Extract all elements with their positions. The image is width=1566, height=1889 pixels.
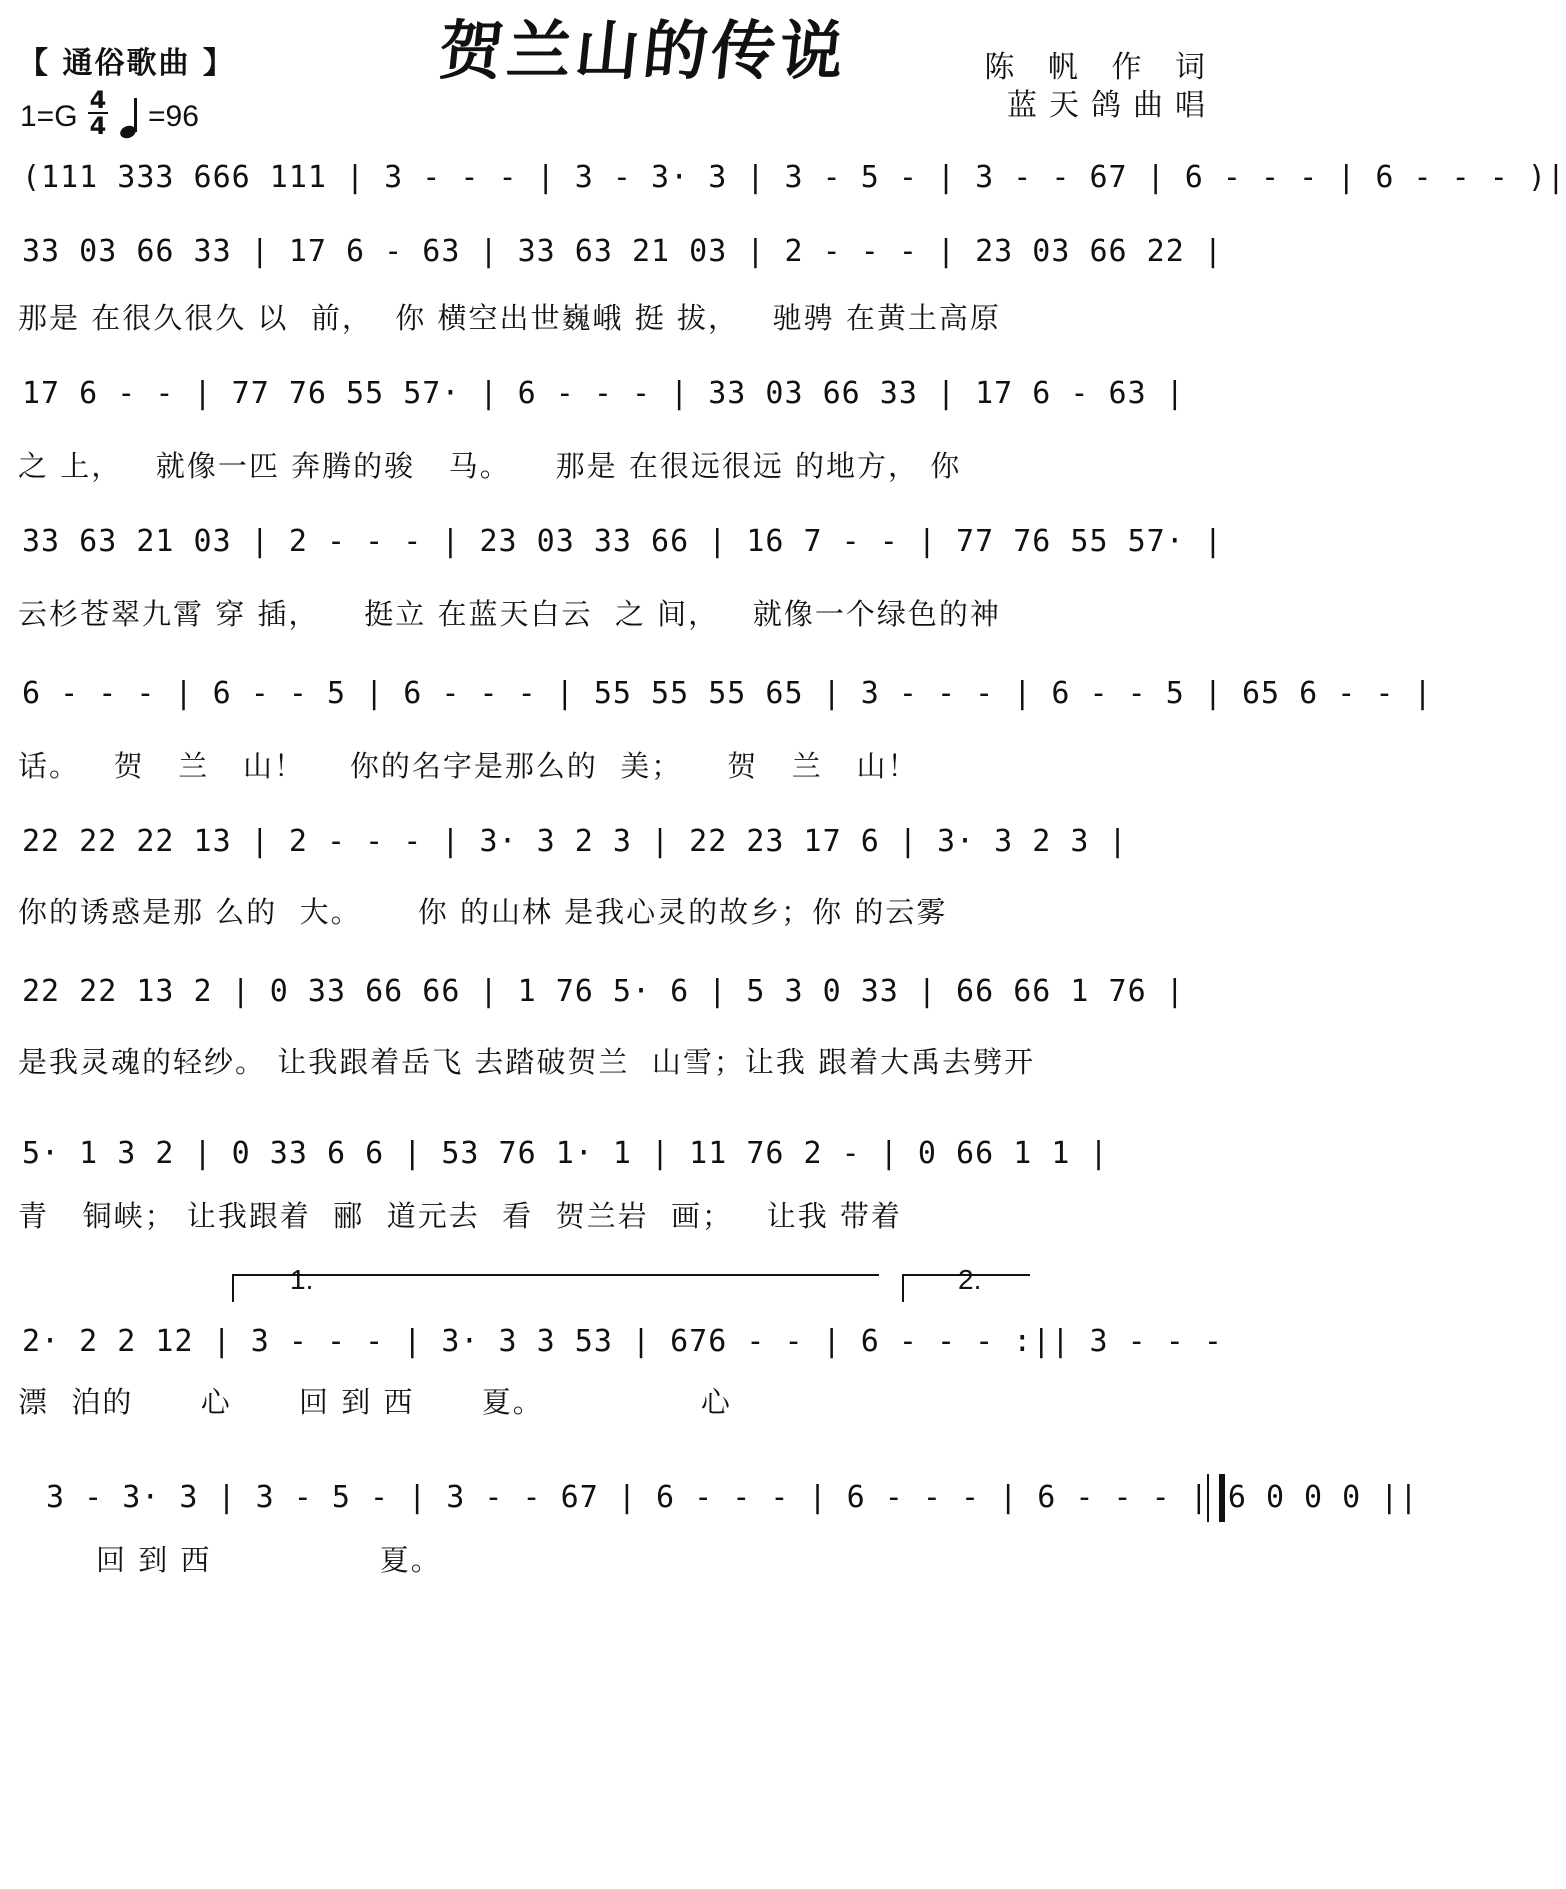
second-ending-label: 2. — [958, 1264, 982, 1295]
lyric-line-8: 漂 泊的 心 回 到 西 夏。 心 — [18, 1385, 732, 1419]
tempo-value: =96 — [148, 100, 199, 133]
staff-line-3 — [22, 364, 1227, 424]
first-ending-label: 1. — [290, 1264, 314, 1295]
lyric-line-3: 云杉苍翠九霄 穿 插， 挺立 在蓝天白云 之 间， 就像一个绿色的神 — [18, 597, 1001, 631]
key-signature: 1=G — [20, 100, 78, 133]
staff-notes: (111 333 666 111 | 3 - - - | 3 - 3· 3 | 3 - 5 - | 3 - - 67 | 6 - - - | 6 - - - )| — [22, 160, 1566, 195]
lyric-line-9: 回 到 西 夏。 — [96, 1543, 442, 1577]
lyric-line-4: 话。 贺 兰 山！ 你的名字是那么的 美； 贺 兰 山！ — [18, 749, 919, 783]
final-barline — [1207, 1474, 1225, 1522]
staff-notes: 22 22 13 2 | 0 33 66 66 | 1 76 5· 6 | 5 3 0 33 | 66 66 1 76 | — [22, 974, 1185, 1009]
staff-notes: 33 63 21 03 | 2 - - - | 23 03 33 66 | 16 7 - - | 77 76 55 57· | — [22, 524, 1223, 559]
staff-line-8 — [22, 1124, 1227, 1184]
staff-line-2 — [22, 222, 1227, 282]
staff-line-1 — [22, 148, 1566, 208]
time-signature: 4 4 — [89, 86, 107, 140]
lyric-line-1: 那是 在很久很久 以 前， 你 横空出世巍峨 挺 拔， 驰骋 在黄土高原 — [18, 301, 1001, 335]
staff-notes: 3 - 3· 3 | 3 - 5 - | 3 - - 67 | 6 - - - | 6 - - - | 6 - - - | 6 0 0 0 || — [46, 1480, 1419, 1515]
first-ending-bracket — [232, 1274, 879, 1302]
staff-line-4 — [22, 512, 1227, 572]
quarter-note-icon — [120, 96, 142, 140]
lyricist-credit: 陈 帆 作 词 — [984, 50, 1217, 85]
staff-notes: 22 22 22 13 | 2 - - - | 3· 3 2 3 | 22 23 17 6 | 3· 3 2 3 | — [22, 824, 1128, 859]
staff-notes: 17 6 - - | 77 76 55 57· | 6 - - - | 33 03 66 33 | 17 6 - 63 | — [22, 376, 1185, 411]
staff-line-6 — [22, 812, 1227, 872]
staff-line-7 — [22, 962, 1227, 1022]
staff-notes: 2· 2 2 12 | 3 - - - | 3· 3 3 53 | 676 - - | 6 - - - :|| 3 - - - — [22, 1324, 1223, 1359]
staff-line-5 — [22, 664, 1433, 724]
lyric-line-6: 是我灵魂的轻纱。 让我跟着岳飞 去踏破贺兰 山雪；让我 跟着大禹去劈开 — [18, 1045, 1036, 1079]
staff-notes: 5· 1 3 2 | 0 33 6 6 | 53 76 1· 1 | 11 76 2 - | 0 66 1 1 | — [22, 1136, 1109, 1171]
song-title: 贺兰山的传说 — [435, 14, 852, 89]
staff-notes: 6 - - - | 6 - - 5 | 6 - - - | 55 55 55 65 | 3 - - - | 6 - - 5 | 65 6 - - | — [22, 676, 1433, 711]
composer-credit: 蓝天鸽曲唱 — [1007, 88, 1217, 123]
lyric-line-7: 青 铜峡； 让我跟着 郦 道元去 看 贺兰岩 画； 让我 带着 — [18, 1199, 902, 1233]
staff-line-10 — [46, 1468, 1419, 1528]
staff-notes: 33 03 66 33 | 17 6 - 63 | 33 63 21 03 | 2 - - - | 23 03 66 22 | — [22, 234, 1223, 269]
staff-line-9 — [22, 1312, 1227, 1372]
genre-label: 【 通俗歌曲 】 — [18, 46, 235, 81]
lyric-line-5: 你的诱惑是那 么的 大。 你 的山林 是我心灵的故乡；你 的云雾 — [18, 895, 948, 929]
lyric-line-2: 之 上， 就像一匹 奔腾的骏 马。 那是 在很远很远 的地方， 你 — [18, 449, 962, 483]
